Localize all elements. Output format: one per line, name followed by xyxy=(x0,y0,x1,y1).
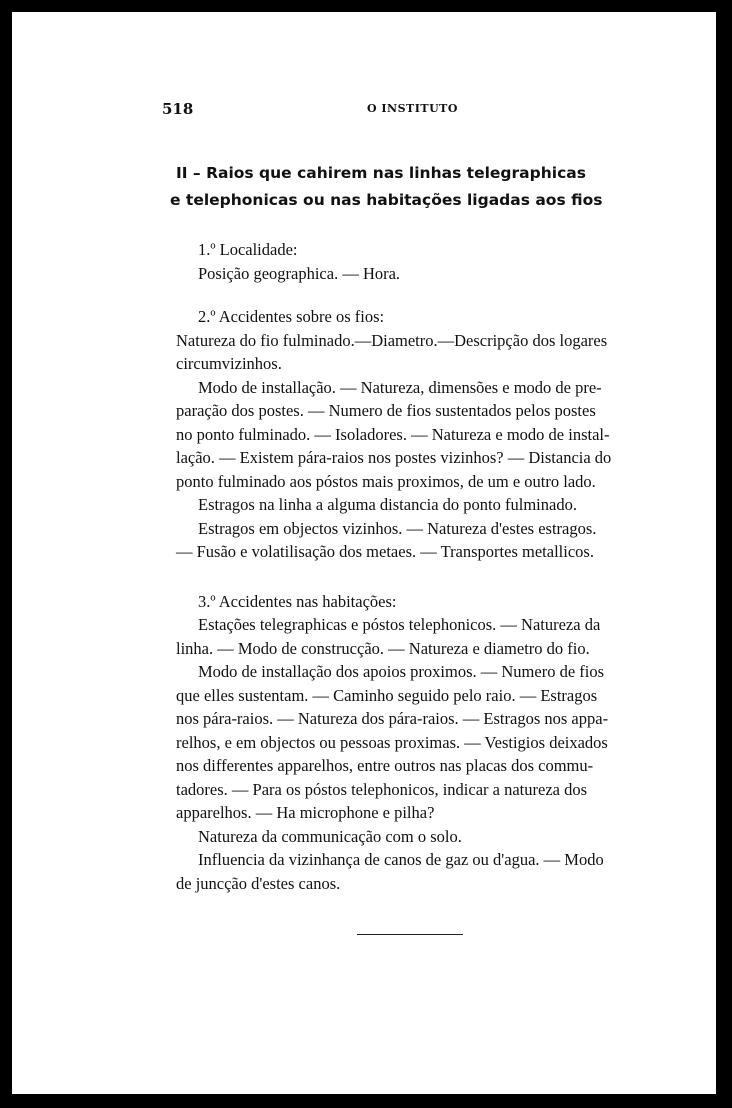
text-line: relhos, e em objectos ou pessoas proximas. — Vestigios deixados xyxy=(176,732,608,752)
subsection-heading: 3.º Accidentes nas habitações: xyxy=(198,591,397,611)
paragraph xyxy=(176,493,646,517)
text-line: paração dos postes. — Numero de fios sustentados pelos postes xyxy=(176,401,596,420)
paragraph xyxy=(176,848,646,895)
text-line: Estragos em objectos vizinhos. — Natureza d'estes estragos. xyxy=(198,518,597,538)
paragraph xyxy=(176,376,646,494)
text-line: circumvizinhos. xyxy=(176,354,282,373)
text-line: no ponto fulminado. — Isoladores. — Natureza e modo de instal- xyxy=(176,424,610,444)
subsection-heading: 1.º Localidade: xyxy=(198,240,298,259)
text-line: de juncção d'estes canos. xyxy=(176,873,341,893)
paragraph xyxy=(176,262,646,286)
text-line: Modo de installação. — Natureza, dimensões e modo de pre- xyxy=(198,377,602,397)
text-line: Natureza da communicação com o solo. xyxy=(198,826,462,846)
subsection-heading: 2.º Accidentes sobre os fios: xyxy=(198,307,385,326)
text-line: ponto fulminado aos póstos mais proximos, de um e outro lado. xyxy=(176,471,596,491)
text-line: que elles sustentam. — Caminho seguido pelo raio. — Estragos xyxy=(176,685,598,705)
text-line: tadores. — Para os póstos telephonicos, indicar a natureza dos xyxy=(176,779,588,799)
text-line: Estações telegraphicas e póstos telephonicos. — Natureza da xyxy=(198,615,601,634)
text-line: Modo de installação dos apoios proximos. — Numero de fios xyxy=(198,662,605,681)
page-number: 518 xyxy=(162,100,194,118)
page-body xyxy=(176,238,646,895)
text-line: Estragos na linha a alguma distancia do ponto fulminado. xyxy=(198,495,577,514)
book-page xyxy=(12,12,716,1094)
text-line: lação. — Existem pára-raios nos postes vizinhos? — Distancia do xyxy=(176,448,612,467)
text-line: Natureza do fio fulminado.—Diametro.—Descripção dos logares xyxy=(176,330,608,350)
text-line: Posição geographica. — Hora. xyxy=(198,263,401,283)
section-title-line: e telephonicas ou nas habitações ligadas aos fios xyxy=(170,191,603,209)
text-line: nos pára-raios. — Natureza dos pára-raios. — Estragos nos appa- xyxy=(176,709,609,728)
text-line: apparelhos. — Ha microphone e pilha? xyxy=(176,803,435,822)
text-line: Influencia da vizinhança de canos de gaz ou d'agua. — Modo xyxy=(198,850,604,869)
text-line: — Fusão e volatilisação dos metaes. — Transportes metallicos. xyxy=(176,542,594,561)
end-rule xyxy=(357,934,463,935)
paragraph xyxy=(176,825,646,849)
paragraph xyxy=(176,517,646,564)
text-line: nos differentes apparelhos, entre outros nas placas dos commu- xyxy=(176,756,594,775)
section-title xyxy=(170,160,646,214)
paragraph xyxy=(176,613,646,660)
section-title-line: II – Raios que cahirem nas linhas telegraphicas xyxy=(176,164,586,182)
paragraph xyxy=(176,329,646,376)
running-title: O INSTITUTO xyxy=(367,102,458,115)
text-line: linha. — Modo de construcção. — Natureza e diametro do fio. xyxy=(176,638,590,658)
paragraph xyxy=(176,660,646,825)
